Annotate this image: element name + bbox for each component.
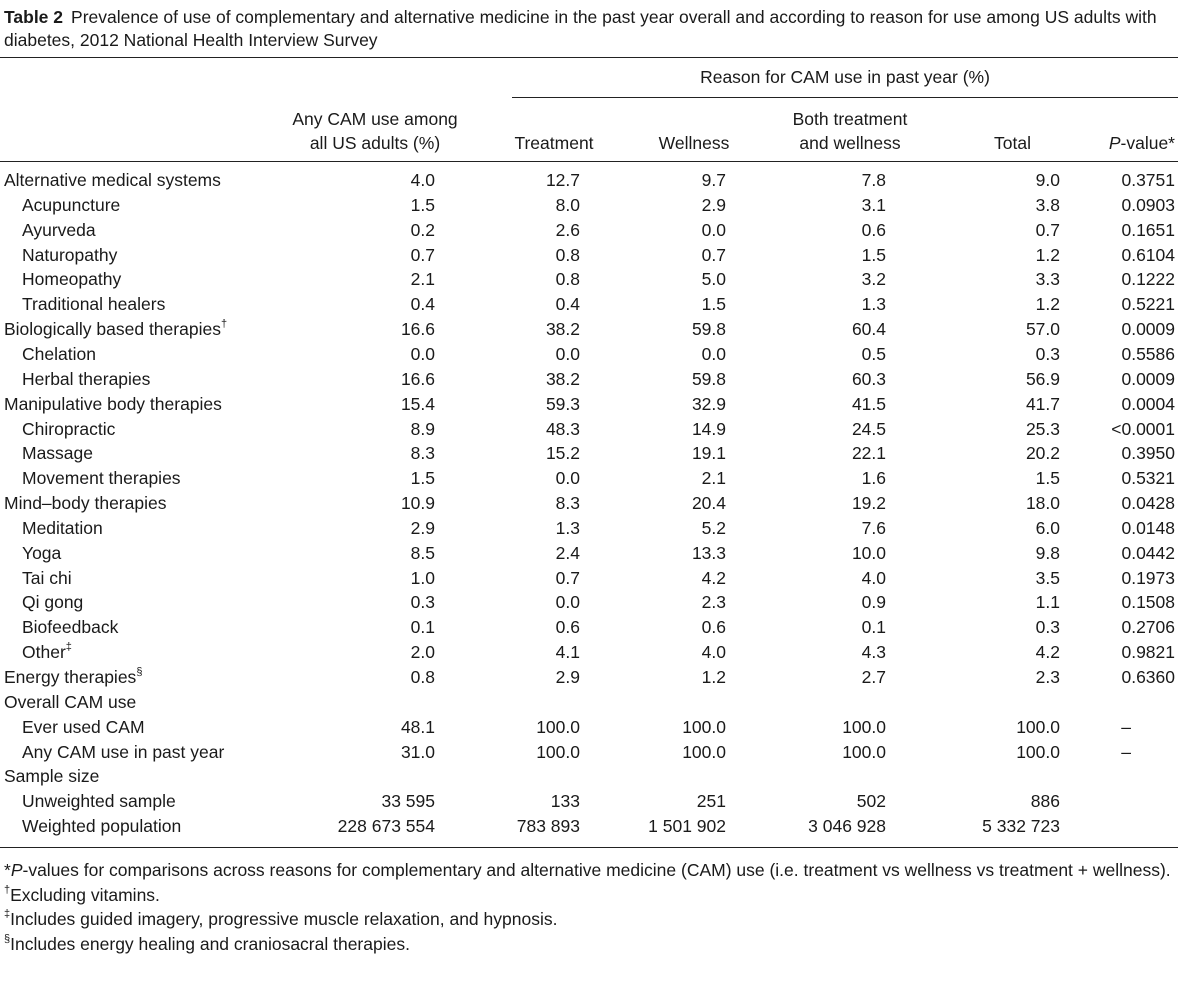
bottom-rule xyxy=(0,847,1178,848)
table-row xyxy=(0,640,1181,665)
cell-treatment: 15.2 xyxy=(545,443,580,464)
cell-wellness: 251 xyxy=(696,791,726,812)
row-label-text: Tai chi xyxy=(22,567,72,588)
col-pvalue-header-p: P xyxy=(1108,133,1121,153)
cell-any-cam: 10.9 xyxy=(400,493,435,514)
row-label xyxy=(22,814,181,839)
row-label-text: Mind–body therapies xyxy=(4,493,167,514)
cell-pvalue: 0.5321 xyxy=(1121,468,1175,489)
cell-wellness: 1.2 xyxy=(701,667,726,687)
cell-pvalue: – xyxy=(1121,741,1131,762)
cell-total: 9.8 xyxy=(1035,542,1060,563)
cell-total: 56.9 xyxy=(1025,368,1060,389)
cell-wellness: 20.4 xyxy=(691,493,726,514)
table-row xyxy=(0,267,1181,292)
cell-treatment: 48.3 xyxy=(545,418,580,439)
cell-pvalue: 0.0428 xyxy=(1121,493,1175,514)
table-row xyxy=(0,665,1181,690)
cell-any-cam: 48.1 xyxy=(400,716,435,737)
footnote-double-dagger-text: Includes guided imagery, progressive muscle relaxation, and hypnosis. xyxy=(10,909,558,929)
cell-any-cam: 33 595 xyxy=(381,791,435,812)
row-label-text: Traditional healers xyxy=(22,294,166,315)
cell-both: 1.6 xyxy=(861,468,886,489)
cell-any-cam: 1.0 xyxy=(410,567,435,588)
cell-both: 7.6 xyxy=(861,517,886,538)
table-row xyxy=(0,491,1181,516)
cell-both: 0.5 xyxy=(861,343,886,364)
row-label xyxy=(22,367,150,392)
cell-both: 22.1 xyxy=(851,443,886,464)
cell-any-cam: 2.0 xyxy=(410,642,435,663)
cell-pvalue: 0.0148 xyxy=(1121,517,1175,538)
cell-wellness: 19.1 xyxy=(691,443,726,464)
cell-any-cam: 16.6 xyxy=(400,319,435,340)
cell-both: 502 xyxy=(856,791,886,812)
footnote-dagger-text: Excluding vitamins. xyxy=(10,884,160,905)
cell-total: 1.2 xyxy=(1035,294,1060,315)
cell-wellness: 100.0 xyxy=(682,741,726,762)
cell-both: 1.3 xyxy=(861,294,886,315)
cell-treatment: 133 xyxy=(550,791,580,812)
cell-both: 60.4 xyxy=(851,319,886,340)
cell-total: 100.0 xyxy=(1016,741,1060,762)
table-row xyxy=(0,317,1181,342)
cell-wellness: 9.7 xyxy=(701,170,726,190)
table-row xyxy=(0,218,1181,243)
cell-total: 4.2 xyxy=(1035,642,1060,663)
cell-both: 3.1 xyxy=(861,194,886,215)
row-label-text: Homeopathy xyxy=(22,269,122,290)
table-row xyxy=(0,566,1181,591)
row-label xyxy=(22,218,96,243)
table-row xyxy=(0,168,1181,193)
table-row xyxy=(0,615,1181,640)
cell-any-cam: 0.8 xyxy=(410,667,435,687)
cell-pvalue: 0.1651 xyxy=(1121,219,1175,240)
table-row xyxy=(0,541,1181,566)
cell-both: 0.6 xyxy=(861,219,886,240)
cell-pvalue: 0.0004 xyxy=(1121,393,1175,414)
row-label xyxy=(22,417,115,442)
row-label-text: Ayurveda xyxy=(22,219,96,240)
cell-wellness: 4.0 xyxy=(701,642,726,663)
cell-wellness: 13.3 xyxy=(691,542,726,563)
cell-both: 100.0 xyxy=(842,716,886,737)
cell-total: 20.2 xyxy=(1025,443,1060,464)
col-total-header: Total xyxy=(994,133,1031,153)
row-label xyxy=(22,541,61,566)
footnote-section-text: Includes energy healing and craniosacral therapies. xyxy=(10,933,410,954)
cell-total: 6.0 xyxy=(1035,517,1060,538)
row-label-text: Any CAM use in past year xyxy=(22,741,225,762)
row-label-text: Meditation xyxy=(22,517,103,538)
cell-both: 41.5 xyxy=(851,393,886,414)
cell-wellness: 2.1 xyxy=(701,468,726,489)
cell-total: 18.0 xyxy=(1025,493,1060,514)
row-label-text: Ever used CAM xyxy=(22,716,145,737)
cell-wellness: 1 501 902 xyxy=(648,816,726,837)
footnote-double-dagger-mark: ‡ xyxy=(4,908,11,921)
row-label-text: Other xyxy=(22,642,66,663)
cell-both: 3 046 928 xyxy=(808,816,886,837)
cell-treatment: 38.2 xyxy=(545,319,580,340)
cell-treatment: 2.6 xyxy=(555,219,580,240)
table-row xyxy=(0,342,1181,367)
cell-both: 24.5 xyxy=(851,418,886,439)
cell-treatment: 38.2 xyxy=(545,368,580,389)
cell-pvalue: – xyxy=(1121,716,1131,737)
cell-pvalue: 0.9821 xyxy=(1121,642,1175,663)
row-label xyxy=(22,715,145,740)
cell-pvalue: 0.3950 xyxy=(1121,443,1175,464)
row-label xyxy=(4,764,99,789)
cell-both: 60.3 xyxy=(851,368,886,389)
row-label xyxy=(22,466,181,491)
cell-both: 0.9 xyxy=(861,592,886,613)
row-label-text: Alternative medical systems xyxy=(4,170,221,190)
row-label-text: Movement therapies xyxy=(22,468,181,489)
cell-pvalue: 0.0009 xyxy=(1121,319,1175,340)
row-label-text: Sample size xyxy=(4,766,100,787)
row-label-text: Acupuncture xyxy=(22,194,121,215)
cell-pvalue: 0.5221 xyxy=(1121,294,1175,315)
cell-treatment: 0.8 xyxy=(555,269,580,290)
cell-both: 4.3 xyxy=(861,642,886,663)
cell-both: 19.2 xyxy=(851,493,886,514)
cell-both: 1.5 xyxy=(861,244,886,265)
cell-treatment: 100.0 xyxy=(536,716,580,737)
cell-both: 3.2 xyxy=(861,269,886,290)
table-row xyxy=(0,292,1181,317)
cell-both: 10.0 xyxy=(851,542,886,563)
cell-any-cam: 228 673 554 xyxy=(337,816,435,837)
row-label xyxy=(22,193,120,218)
top-rule xyxy=(0,57,1178,58)
row-label-footnote-mark: † xyxy=(220,318,228,331)
col-wellness-header: Wellness xyxy=(658,133,730,153)
cell-wellness: 0.6 xyxy=(701,617,726,638)
cell-pvalue: 0.0903 xyxy=(1121,194,1175,215)
row-label xyxy=(22,740,224,765)
cell-any-cam: 4.0 xyxy=(410,170,435,190)
cell-any-cam: 0.0 xyxy=(410,343,435,364)
row-label-text: Weighted population xyxy=(22,816,182,837)
table-row xyxy=(0,193,1181,218)
row-label-text: Energy therapies xyxy=(4,667,137,687)
table-row xyxy=(0,814,1181,839)
table-label: Table 2 xyxy=(4,7,64,27)
cell-wellness: 0.0 xyxy=(701,343,726,364)
table-title: Prevalence of use of complementary and alternative medicine in the past year overall and according to reason for use among US adults with diabetes, 2012 National Health Interview Survey xyxy=(4,7,1157,50)
cell-wellness: 5.0 xyxy=(701,269,726,290)
row-label xyxy=(4,665,142,690)
cell-any-cam: 8.3 xyxy=(410,443,435,464)
row-label-footnote-mark: § xyxy=(136,666,143,679)
cell-treatment: 0.0 xyxy=(555,343,580,364)
table-row xyxy=(0,441,1181,466)
row-label xyxy=(4,491,166,516)
cell-treatment: 2.9 xyxy=(555,667,580,687)
cell-total: 100.0 xyxy=(1016,716,1060,737)
cell-both: 2.7 xyxy=(861,667,886,687)
cell-wellness: 0.0 xyxy=(701,219,726,240)
table-row xyxy=(0,789,1181,814)
footnotes xyxy=(4,858,1176,956)
cell-treatment: 2.4 xyxy=(555,542,580,563)
row-label xyxy=(22,292,165,317)
cell-total: 25.3 xyxy=(1025,418,1060,439)
row-label xyxy=(22,243,117,268)
footnote-pvalue xyxy=(4,858,1176,883)
col-any-cam-header-line1: Any CAM use among xyxy=(292,109,458,129)
cell-treatment: 0.4 xyxy=(555,294,580,315)
cell-pvalue: 0.1973 xyxy=(1121,567,1175,588)
cell-treatment: 0.0 xyxy=(555,468,580,489)
cell-both: 100.0 xyxy=(842,741,886,762)
row-label xyxy=(22,615,118,640)
footnote-section xyxy=(4,932,1176,957)
cell-total: 41.7 xyxy=(1025,393,1060,414)
row-label-text: Biologically based therapies xyxy=(4,319,221,340)
cell-pvalue: 0.1222 xyxy=(1121,269,1175,290)
cell-treatment: 783 893 xyxy=(516,816,580,837)
col-any-cam-header-line2: all US adults (%) xyxy=(309,133,441,153)
cell-wellness: 14.9 xyxy=(691,418,726,439)
cell-total: 1.5 xyxy=(1035,468,1060,489)
cell-total: 3.3 xyxy=(1035,269,1060,290)
cell-wellness: 100.0 xyxy=(682,716,726,737)
cell-both: 0.1 xyxy=(861,617,886,638)
table-row xyxy=(0,590,1181,615)
footnote-double-dagger xyxy=(4,907,1176,932)
cell-total: 1.2 xyxy=(1035,244,1060,265)
row-label xyxy=(4,317,227,342)
cell-pvalue: 0.0009 xyxy=(1121,368,1175,389)
cell-any-cam: 8.9 xyxy=(410,418,435,439)
table-row xyxy=(0,367,1181,392)
cell-pvalue: 0.3751 xyxy=(1121,170,1175,190)
row-label xyxy=(4,690,136,715)
cell-wellness: 0.7 xyxy=(701,244,726,265)
row-label-text: Yoga xyxy=(22,542,62,563)
cell-total: 0.7 xyxy=(1035,219,1060,240)
footnote-pvalue-p: P xyxy=(10,860,23,880)
cell-treatment: 100.0 xyxy=(536,741,580,762)
cell-any-cam: 0.4 xyxy=(410,294,435,315)
row-label-text: Manipulative body therapies xyxy=(4,393,222,414)
cell-pvalue: 0.1508 xyxy=(1121,592,1175,613)
table-row xyxy=(0,764,1181,789)
cell-wellness: 59.8 xyxy=(691,319,726,340)
col-pvalue-header-rest: -value* xyxy=(1120,133,1175,153)
cell-wellness: 5.2 xyxy=(701,517,726,538)
col-both-header-line1: Both treatment xyxy=(792,109,908,129)
header-bottom-rule xyxy=(0,161,1178,162)
cell-any-cam: 16.6 xyxy=(400,368,435,389)
cell-wellness: 2.9 xyxy=(701,194,726,215)
cell-wellness: 59.8 xyxy=(691,368,726,389)
cell-pvalue: 0.6360 xyxy=(1121,667,1175,687)
table-row xyxy=(0,715,1181,740)
cell-any-cam: 0.7 xyxy=(410,244,435,265)
cell-treatment: 8.0 xyxy=(555,194,580,215)
cell-both: 7.8 xyxy=(861,170,886,190)
col-both-header-line2: and wellness xyxy=(799,133,901,153)
row-label xyxy=(22,789,176,814)
cell-any-cam: 31.0 xyxy=(400,741,435,762)
cell-treatment: 0.6 xyxy=(555,617,580,638)
cell-any-cam: 8.5 xyxy=(410,542,435,563)
cell-total: 5 332 723 xyxy=(982,816,1060,837)
table-row xyxy=(0,690,1181,715)
row-label xyxy=(22,342,96,367)
cell-wellness: 1.5 xyxy=(701,294,726,315)
cell-any-cam: 2.9 xyxy=(410,517,435,538)
cell-total: 886 xyxy=(1030,791,1060,812)
cell-total: 3.8 xyxy=(1035,194,1060,215)
row-label xyxy=(4,168,221,193)
table-row xyxy=(0,243,1181,268)
row-label xyxy=(22,267,121,292)
row-label-footnote-mark: ‡ xyxy=(65,641,72,654)
row-label-text: Herbal therapies xyxy=(22,368,151,389)
cell-treatment: 4.1 xyxy=(555,642,580,663)
table-row xyxy=(0,466,1181,491)
cell-pvalue: 0.0442 xyxy=(1121,542,1175,563)
cell-treatment: 0.8 xyxy=(555,244,580,265)
cell-any-cam: 0.2 xyxy=(410,219,435,240)
row-label xyxy=(22,640,72,665)
cell-pvalue: 0.6104 xyxy=(1121,244,1175,265)
cell-wellness: 4.2 xyxy=(701,567,726,588)
cell-any-cam: 2.1 xyxy=(410,269,435,290)
cell-any-cam: 0.1 xyxy=(410,617,435,638)
cell-wellness: 32.9 xyxy=(691,393,726,414)
cell-treatment: 0.0 xyxy=(555,592,580,613)
row-label xyxy=(22,590,83,615)
footnote-pvalue-mark: * xyxy=(4,860,11,880)
row-label xyxy=(22,441,93,466)
cell-pvalue: 0.5586 xyxy=(1121,343,1175,364)
col-pvalue-header xyxy=(1109,131,1175,155)
cell-total: 0.3 xyxy=(1035,617,1060,638)
footnote-section-mark: § xyxy=(4,932,11,945)
table-row xyxy=(0,417,1181,442)
table-row xyxy=(0,740,1181,765)
cell-total: 9.0 xyxy=(1035,170,1060,190)
row-label-text: Overall CAM use xyxy=(4,691,137,712)
cell-total: 0.3 xyxy=(1035,343,1060,364)
row-label-text: Qi gong xyxy=(22,592,84,613)
row-label xyxy=(22,516,103,541)
row-label xyxy=(4,392,222,417)
table-row xyxy=(0,392,1181,417)
table-row xyxy=(0,516,1181,541)
cell-treatment: 1.3 xyxy=(555,517,580,538)
cell-total: 3.5 xyxy=(1035,567,1060,588)
reason-group-header: Reason for CAM use in past year (%) xyxy=(700,67,990,87)
cell-any-cam: 15.4 xyxy=(400,393,435,414)
row-label-text: Chiropractic xyxy=(22,418,116,439)
cell-total: 57.0 xyxy=(1025,319,1060,340)
footnote-dagger-mark: † xyxy=(4,883,11,896)
cell-treatment: 12.7 xyxy=(545,170,580,190)
cell-treatment: 8.3 xyxy=(555,493,580,514)
row-label-text: Massage xyxy=(22,443,94,464)
row-label xyxy=(22,566,72,591)
footnote-dagger xyxy=(4,883,1176,908)
row-label-text: Unweighted sample xyxy=(22,791,176,812)
cell-treatment: 59.3 xyxy=(545,393,580,414)
cell-treatment: 0.7 xyxy=(555,567,580,588)
row-label-text: Naturopathy xyxy=(22,244,118,265)
cell-total: 2.3 xyxy=(1035,667,1060,687)
row-label-text: Chelation xyxy=(22,343,96,364)
footnote-pvalue-text: -values for comparisons across reasons for complementary and alternative medicine (CAM) use (i.e. treatment vs wellness vs treatment + wellness). xyxy=(22,860,1171,880)
table-caption xyxy=(4,6,1176,52)
row-label-text: Biofeedback xyxy=(22,617,119,638)
cell-pvalue: <0.0001 xyxy=(1111,418,1175,439)
cell-any-cam: 0.3 xyxy=(410,592,435,613)
reason-group-rule xyxy=(512,97,1178,98)
cell-wellness: 2.3 xyxy=(701,592,726,613)
col-treatment-header: Treatment xyxy=(514,133,594,153)
cell-both: 4.0 xyxy=(861,567,886,588)
cell-total: 1.1 xyxy=(1035,592,1060,613)
cell-any-cam: 1.5 xyxy=(410,468,435,489)
cell-any-cam: 1.5 xyxy=(410,194,435,215)
cell-pvalue: 0.2706 xyxy=(1121,617,1175,638)
